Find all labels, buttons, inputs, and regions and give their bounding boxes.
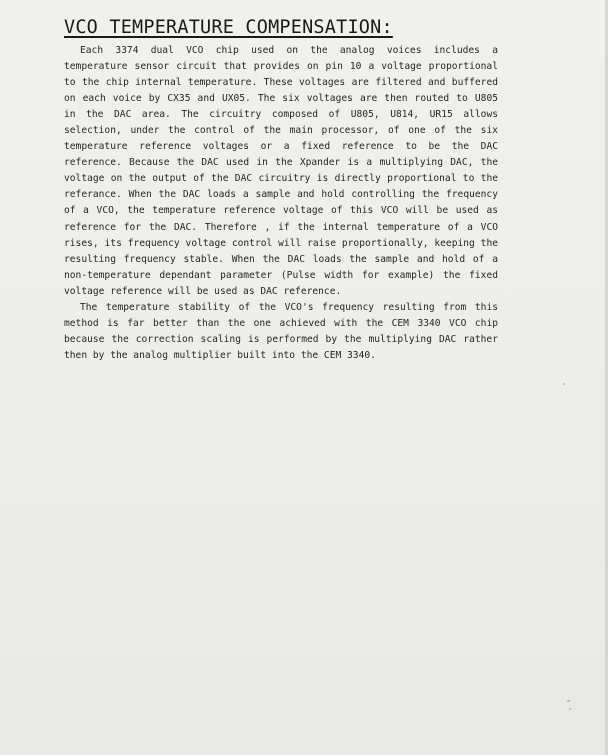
scan-speck [569,708,571,710]
text-line: in the DAC area. The circuitry composed of U805, U814, UR15 allows [64,109,498,121]
text-line: because the correction scaling is performed by the multiplying DAC rather [64,333,498,345]
text-line: resulting frequency stable. When the DAC loads the sample and hold of a [64,253,498,265]
text-line: temperature reference voltages or a fixed reference to be the DAC [64,141,498,153]
text-line: Each 3374 dual VCO chip used on the analog voices includes a [80,45,498,56]
text-line: reference. Because the DAC used in the Xpander is a multiplying DAC, the [64,157,498,169]
text-line: of a VCO, the temperature reference voltage of this VCO will be used as [64,205,498,217]
scan-speck [567,700,570,702]
text-line: then by the analog multiplier built into the CEM 3340. [64,349,376,361]
text-line: selection, under the control of the main processor, of one of the six [64,125,498,137]
scan-speck [563,383,565,385]
document-body [64,43,498,364]
text-line: rises, its frequency voltage control will raise proportionally, keeping the [64,237,498,249]
text-line: method is far better than the one achieved with the CEM 3340 VCO chip [64,317,498,329]
text-line: to the chip internal temperature. These voltages are filtered and buffered [64,77,498,89]
text-line: referance. When the DAC loads a sample and hold controlling the frequency [64,189,498,201]
text-line: voltage reference will be used as DAC reference. [64,285,342,297]
document-title: VCO TEMPERATURE COMPENSATION: [64,17,393,38]
text-line: non-temperature dependant parameter (Pulse width for example) the fixed [64,269,498,281]
text-line: reference for the DAC. Therefore , if the internal temperature of a VCO [64,221,498,233]
paragraph-1 [64,43,498,300]
paragraph-2 [64,300,498,364]
text-line: voltage on the output of the DAC circuitry is directly proportional to the [64,173,498,185]
text-line: temperature sensor circuit that provides on pin 10 a voltage proportional [64,61,498,73]
text-line: The temperature stability of the VCO's frequency resulting from this [80,301,498,313]
text-line: on each voice by CX35 and UX05. The six voltages are then routed to U805 [64,93,498,105]
